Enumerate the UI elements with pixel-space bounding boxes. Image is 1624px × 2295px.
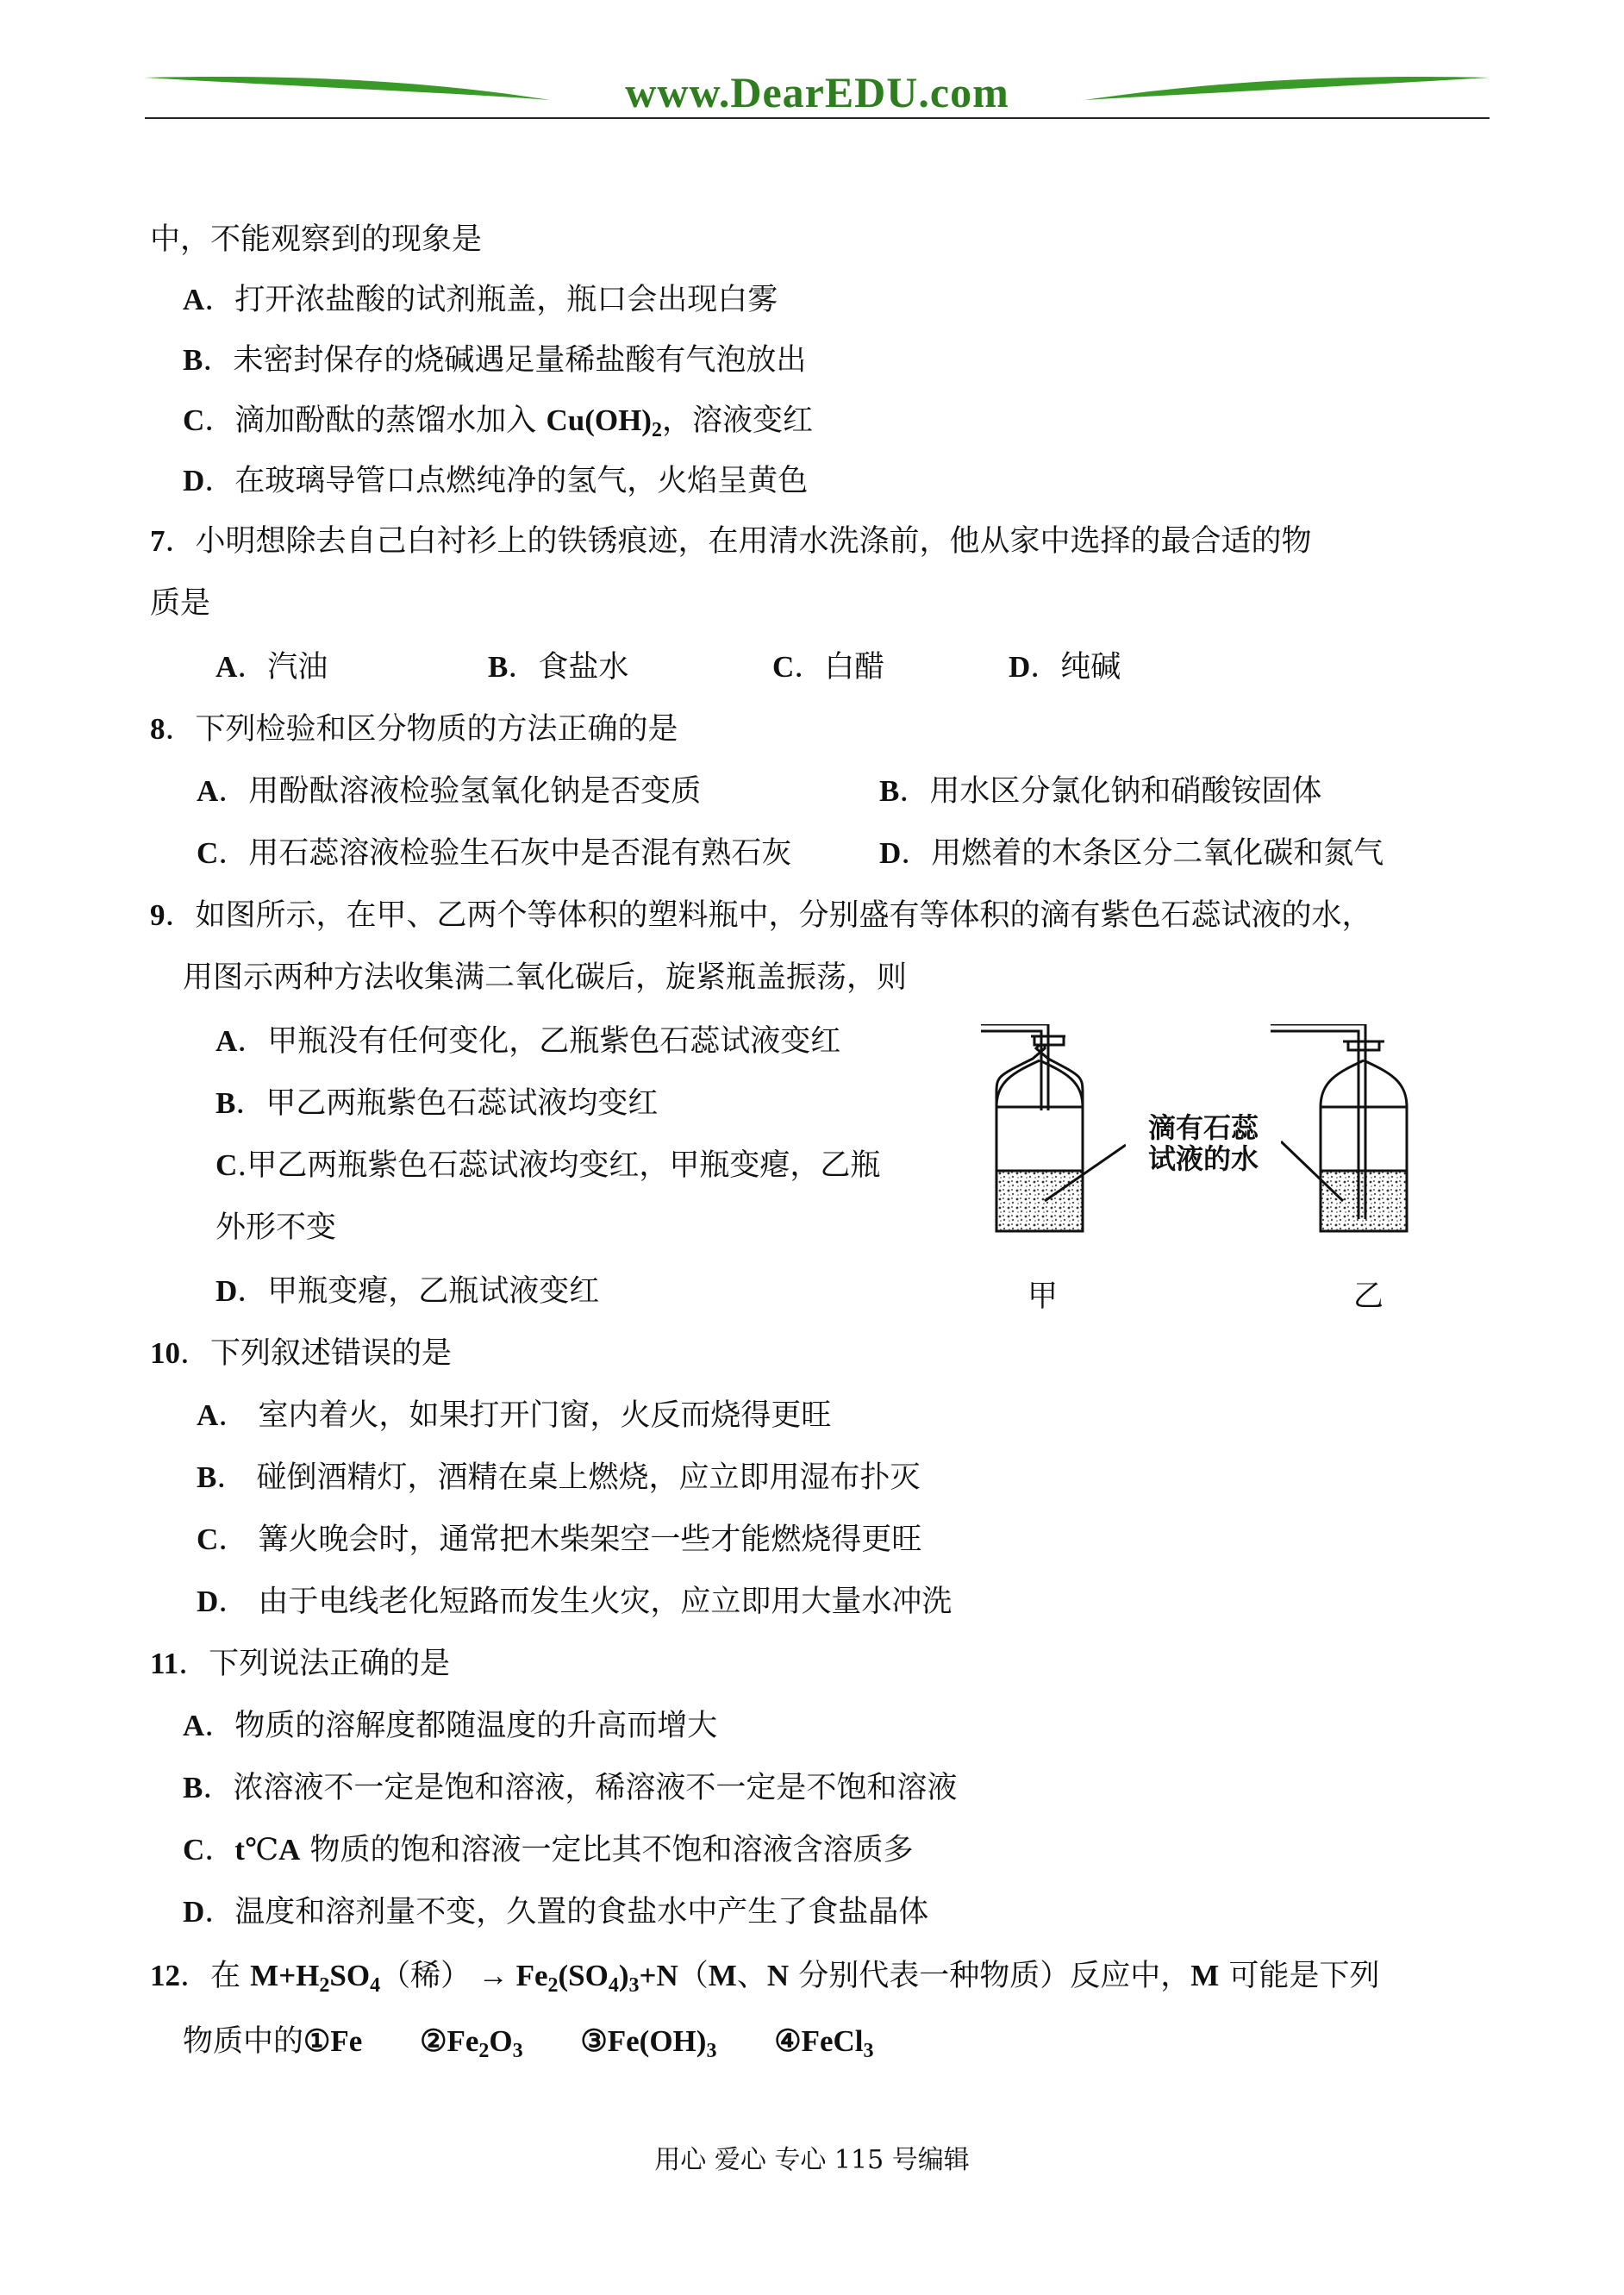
question-7-cont: 质是	[150, 586, 211, 621]
question-12: 12．在 $M+H_2SO_4$（稀） → $Fe_2(SO_4)_3+N(M$、N 分别代表一种物质）反应中，M 可能是下列	[150, 1959, 1380, 1997]
option-8d: D．用燃着的木条区分二氧化碳和氮气	[879, 836, 1384, 871]
option-9b: B．甲乙两瓶紫色石蕊试液均变红	[215, 1086, 659, 1121]
site-logo-text: www.DearEDU.com	[625, 68, 1009, 116]
option-7d: D．纯碱	[1009, 650, 1121, 685]
option-10c: C． 篝火晚会时，通常把木柴架空一些才能燃烧得更旺	[197, 1523, 922, 1557]
option-6b: B．未密封保存的烧碱遇足量稀盐酸有气泡放出	[183, 343, 807, 378]
option-7c: C．白醋	[772, 650, 885, 685]
option-6d: D．在玻璃导管口点燃纯净的氢气，火焰呈黄色	[183, 464, 809, 498]
option-9c: C.甲乙两瓶紫色石蕊试液均变红，甲瓶变瘪，乙瓶	[215, 1148, 881, 1183]
bottle-right	[1271, 1024, 1407, 1231]
question-9: 9．如图所示，在甲、乙两个等体积的塑料瓶中，分别盛有等体积的滴有紫色石蕊试液的水，	[150, 898, 1372, 933]
text-line: 中，不能观察到的现象是	[150, 222, 483, 257]
question-7: 7．小明想除去自己白衬衫上的铁锈痕迹，在用清水洗涤前，他从家中选择的最合适的物	[150, 524, 1312, 559]
option-11b: B．浓溶液不一定是饱和溶液，稀溶液不一定是不饱和溶液	[183, 1771, 958, 1805]
question-12-cont: 物质中的①Fe $②Fe_2O_3$ $③Fe(OH)_3$ ④FeCl$_3$	[183, 2024, 874, 2062]
option-7a: A．汽油	[215, 650, 328, 685]
option-9c-cont: 外形不变	[215, 1210, 337, 1245]
option-11d: D．温度和溶剂量不变，久置的食盐水中产生了食盐晶体	[183, 1895, 929, 1929]
option-8c: C．用石蕊溶液检验生石灰中是否混有熟石灰	[197, 836, 792, 871]
question-8: 8．下列检验和区分物质的方法正确的是	[150, 712, 678, 747]
option-6a: A．打开浓盐酸的试剂瓶盖，瓶口会出现白雾	[183, 283, 778, 317]
option-11c: C．t℃A 物质的饱和溶液一定比其不饱和溶液含溶质多	[183, 1833, 914, 1867]
option-6c: C．滴加酚酞的蒸馏水加入 $Cu(OH)_2$，溶液变红	[183, 403, 813, 441]
page-footer: 用心 爱心 专心 115 号编辑	[654, 2145, 970, 2175]
option-10b: B． 碰倒酒精灯，酒精在桌上燃烧，应立即用湿布扑灭	[197, 1460, 921, 1495]
figure-note: 滴有石蕊 试液的水	[1126, 1110, 1281, 1176]
option-9d: D．甲瓶变瘪，乙瓶试液变红	[215, 1274, 600, 1309]
option-8a: A．用酚酞溶液检验氢氧化钠是否变质	[197, 774, 702, 809]
question-10: 10．下列叙述错误的是	[150, 1336, 453, 1371]
label-yi: 乙	[1353, 1279, 1384, 1314]
option-10a: A． 室内着火，如果打开门窗，火反而烧得更旺	[197, 1398, 832, 1433]
option-10d: D． 由于电线老化短路而发生火灾，应立即用大量水冲洗	[197, 1585, 953, 1619]
option-7b: B．食盐水	[488, 650, 629, 685]
option-11a: A．物质的溶解度都随温度的升高而增大	[183, 1709, 718, 1743]
bottles-figure	[972, 1024, 1455, 1317]
option-8b: B．用水区分氯化钠和硝酸铵固体	[879, 774, 1322, 809]
question-11: 11．下列说法正确的是	[150, 1647, 451, 1681]
bottle-left	[981, 1024, 1083, 1231]
header-rule	[145, 117, 1490, 119]
label-jia: 甲	[1027, 1279, 1059, 1314]
option-9a: A．甲瓶没有任何变化，乙瓶紫色石蕊试液变红	[215, 1024, 841, 1059]
question-9-cont: 用图示两种方法收集满二氧化碳后，旋紧瓶盖振荡，则	[183, 960, 908, 995]
